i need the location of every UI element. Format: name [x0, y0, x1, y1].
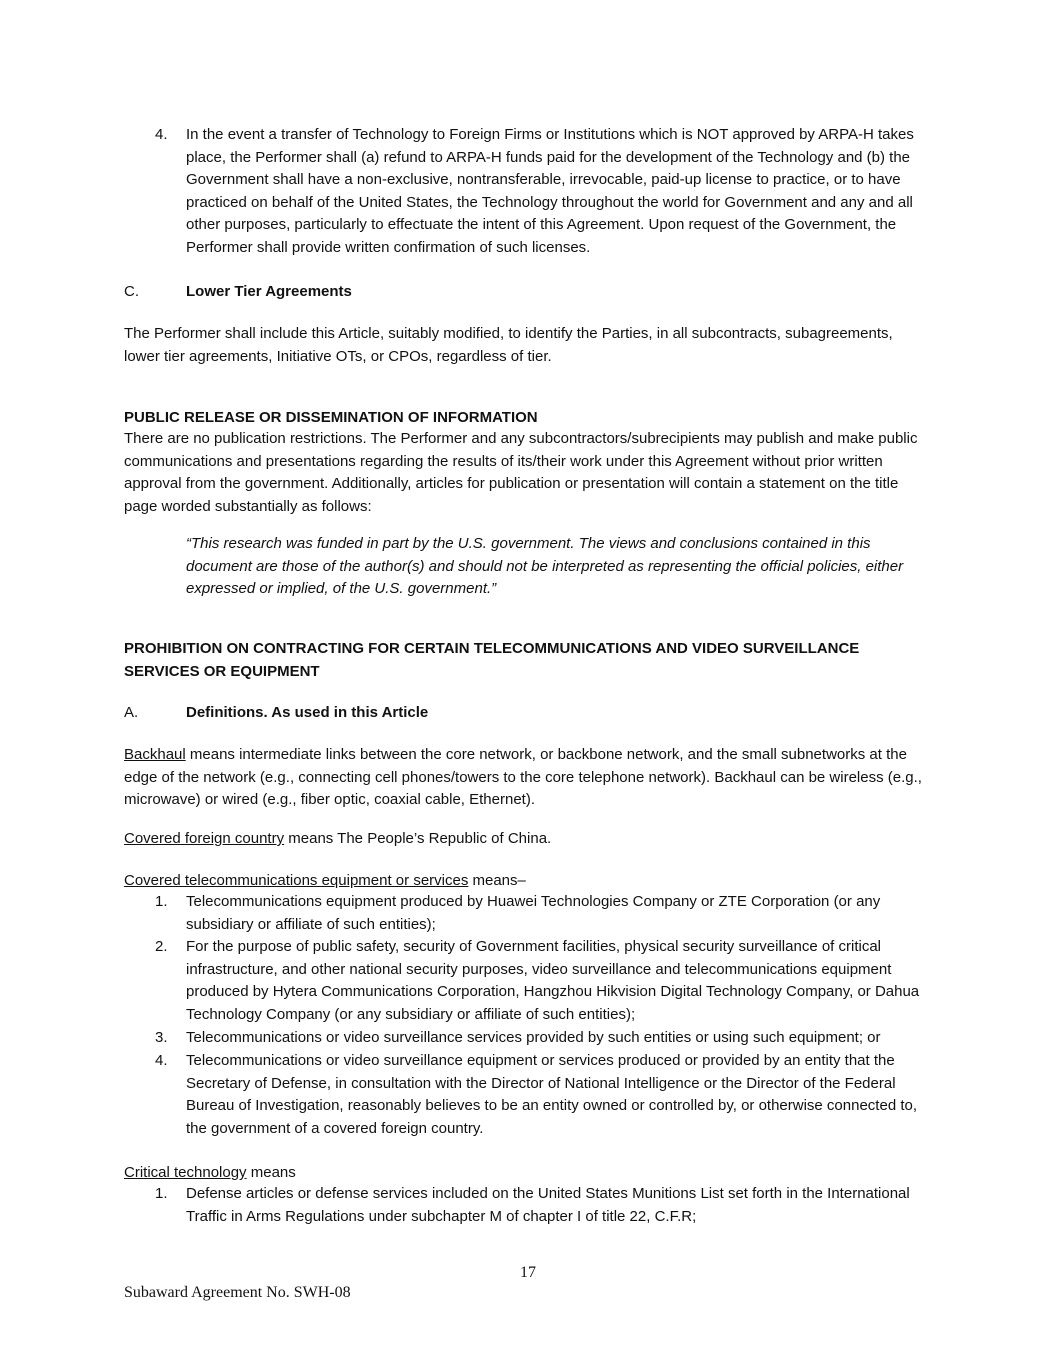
tech-transfer-item [155, 124, 935, 260]
list-item-number: 4. [155, 126, 168, 143]
list-item [155, 891, 935, 936]
list-item-number: 1. [155, 1185, 168, 1202]
section-letter: C. [124, 283, 139, 300]
list-item [155, 936, 935, 1026]
agreement-number-footer: Subaward Agreement No. SWH-08 [124, 1284, 351, 1301]
definition-text: means The People’s Republic of China. [284, 830, 552, 847]
list-item-number: 3. [155, 1029, 168, 1046]
defined-term: Backhaul [124, 746, 186, 763]
public-release-paragraph: There are no publication restrictions. The Performer and any subcontractors/subrecipients may publish and make public communications and presentations regarding the results of its/their work under this Agreement without prior written approval from the government. Additionally, articles for publication or presentation will contain a statement on the title page worded substantially as follows: [124, 430, 918, 515]
public-release-heading: PUBLIC RELEASE OR DISSEMINATION OF INFORMATION [124, 409, 538, 426]
section-letter: A. [124, 704, 139, 721]
prohibition-heading: PROHIBITION ON CONTRACTING FOR CERTAIN TELECOMMUNICATIONS AND VIDEO SURVEILLANCE SERVICES OR EQUIPMENT [124, 640, 860, 680]
section-heading: Lower Tier Agreements [186, 283, 352, 300]
definition-text: means [246, 1164, 296, 1181]
defined-term: Covered telecommunications equipment or services [124, 872, 469, 889]
list-item-text: In the event a transfer of Technology to Foreign Firms or Institutions which is NOT approved by ARPA-H takes place, the Performer shall (a) refund to ARPA-H funds paid for the development of the Technology and (b) the Government shall have a non-exclusive, nontransferable, irrevocable, paid-up license to practice, or to have practiced on behalf of the United States, the Technology throughout the world for Government and any and all other purposes, particularly to effectuate the intent of this Agreement. Upon request of the Government, the Performer shall provide written confirmation of such licenses. [186, 126, 914, 256]
covered-country-definition [124, 828, 932, 851]
list-item [155, 1027, 935, 1050]
list-item-text: For the purpose of public safety, security of Government facilities, physical security surveillance of critical infrastructure, and other national security purposes, video surveillance and telecommunications equipment produced by Hytera Communications Corporation, Hangzhou Hikvision Digital Technology Company, or Dahua Technology Company (or any subsidiary or affiliate of such entities); [186, 938, 920, 1023]
covered-telecom-definition [124, 870, 932, 893]
page-number: 17 [520, 1264, 536, 1281]
list-item-text: Telecommunications or video surveillance equipment or services produced or provided by an entity that the Secretary of Defense, in consultation with the Director of National Intelligence or the Director of the Federal Bureau of Investigation, reasonably believes to be an entity owned or controlled by, or otherwise connected to, the government of a covered foreign country. [186, 1052, 918, 1137]
section-heading: Definitions. As used in this Article [186, 704, 429, 721]
publication-statement-quote: “This research was funded in part by the U.S. government. The views and conclusions contained in this document are those of the author(s) and should not be interpreted as representing the official policies, either expressed or implied, of the U.S. government.” [186, 535, 904, 598]
backhaul-definition [124, 744, 932, 812]
defined-term: Critical technology [124, 1164, 247, 1181]
list-item-text: Defense articles or defense services included on the United States Munitions List set forth in the International Traffic in Arms Regulations under subchapter M of chapter I of title 22, C.F.R; [186, 1185, 910, 1225]
list-item [155, 1050, 935, 1140]
list-item-number: 2. [155, 938, 168, 955]
definition-text: means intermediate links between the core network, or backbone network, and the small subnetworks at the edge of the network (e.g., connecting cell phones/towers to the core telephone network). Backhaul can be wireless (e.g., microwave) or wired (e.g., fiber optic, coaxial cable, Ethernet). [124, 746, 922, 809]
list-item-number: 4. [155, 1052, 168, 1069]
list-item-text: Telecommunications equipment produced by Huawei Technologies Company or ZTE Corporation (or any subsidiary or affiliate of such entities); [186, 893, 881, 933]
list-item-text: Telecommunications or video surveillance services provided by such entities or using such equipment; or [186, 1029, 881, 1046]
definition-text: means– [468, 872, 526, 889]
list-item-number: 1. [155, 893, 168, 910]
list-item [155, 1183, 935, 1228]
defined-term: Covered foreign country [124, 830, 285, 847]
section-c-paragraph: The Performer shall include this Article, suitably modified, to identify the Parties, in all subcontracts, subagreements, lower tier agreements, Initiative OTs, or CPOs, regardless of tier. [124, 325, 893, 365]
critical-technology-definition [124, 1162, 932, 1185]
